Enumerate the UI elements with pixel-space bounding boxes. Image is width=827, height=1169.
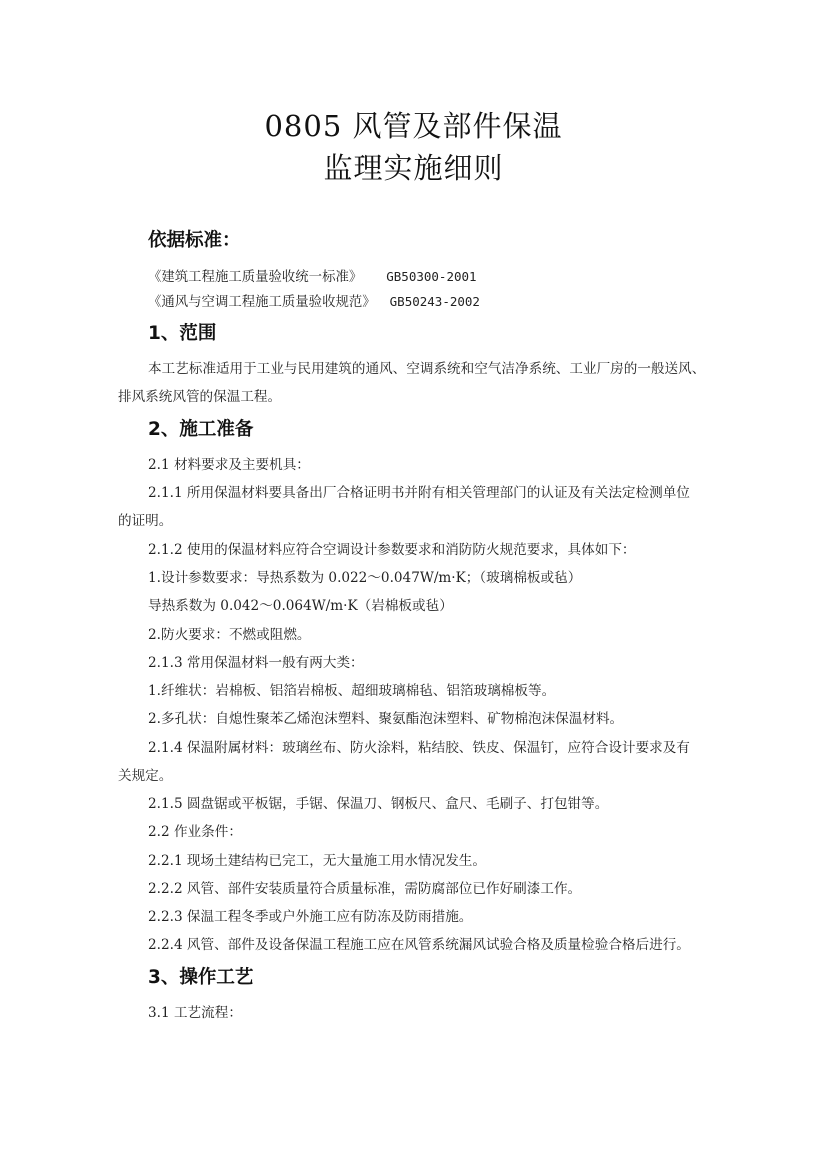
paragraph-line: 的证明。 bbox=[118, 513, 173, 529]
paragraph-line: 2.1.3 常用保温材料一般有两大类： bbox=[148, 655, 364, 671]
standard-code: GB50300-2001 bbox=[386, 269, 477, 284]
paragraph-line: 2.防火要求：不燃或阻燃。 bbox=[148, 627, 311, 643]
paragraph-line: 2.1.4 保温附属材料：玻璃丝布、防火涂料，粘结胶、铁皮、保温钉，应符合设计要求及有 bbox=[148, 740, 690, 756]
paragraph-line: 1.纤维状：岩棉板、铝箔岩棉板、超细玻璃棉毡、铝箔玻璃棉板等。 bbox=[148, 683, 556, 699]
standard-name: 《建筑工程施工质量验收统一标准》 bbox=[148, 270, 363, 285]
paragraph-line: 1.设计参数要求：导热系数为 0.022～0.047W/m·K；（玻璃棉板或毡） bbox=[148, 570, 582, 586]
paragraph-line: 2.2 作业条件： bbox=[148, 824, 242, 840]
paragraph-line: 3.1 工艺流程： bbox=[148, 1005, 242, 1021]
paragraph-line: 2.1 材料要求及主要机具： bbox=[148, 457, 310, 473]
standard-reference bbox=[148, 293, 480, 312]
paragraph-line: 2.1.1 所用保温材料要具备出厂合格证明书并附有相关管理部门的认证及有关法定检测单位 bbox=[148, 485, 690, 501]
document-title-line-1: 0805 风管及部件保温 bbox=[264, 109, 563, 143]
paragraph-line: 2.2.1 现场土建结构已完工，无大量施工用水情况发生。 bbox=[148, 853, 486, 869]
paragraph-line: 2.2.4 风管、部件及设备保温工程施工应在风管系统漏风试验合格及质量检验合格后进行。 bbox=[148, 937, 690, 953]
paragraph-line: 2.2.2 风管、部件安装质量符合质量标准，需防腐部位已作好刷漆工作。 bbox=[148, 881, 582, 897]
paragraph-line: 导热系数为 0.042～0.064W/m·K（岩棉板或毡） bbox=[148, 598, 453, 614]
paragraph-line: 2.多孔状：自熄性聚苯乙烯泡沫塑料、聚氨酯泡沫塑料、矿物棉泡沫保温材料。 bbox=[148, 711, 624, 727]
document-title-line-2: 监理实施细则 bbox=[323, 151, 504, 185]
standard-code: GB50243-2002 bbox=[389, 294, 480, 309]
paragraph-line: 本工艺标准适用于工业与民用建筑的通风、空调系统和空气洁净系统、工业厂房的一般送风、 bbox=[148, 361, 706, 377]
standard-reference bbox=[148, 268, 477, 287]
standard-name: 《通风与空调工程施工质量验收规范》 bbox=[148, 295, 376, 310]
paragraph-line: 排风系统风管的保温工程。 bbox=[118, 389, 282, 405]
section-3-heading: 3、操作工艺 bbox=[148, 967, 254, 988]
paragraph-line: 2.1.5 圆盘锯或平板锯，手锯、保温刀、钢板尺、盒尺、毛刷子、打包钳等。 bbox=[148, 796, 609, 812]
section-1-heading: 1、范围 bbox=[148, 323, 217, 344]
paragraph-line: 2.1.2 使用的保温材料应符合空调设计参数要求和消防防火规范要求，具体如下： bbox=[148, 542, 636, 558]
paragraph-line: 2.2.3 保温工程冬季或户外施工应有防冻及防雨措施。 bbox=[148, 909, 473, 925]
section-2-heading: 2、施工准备 bbox=[148, 419, 254, 440]
basis-heading: 依据标准： bbox=[148, 230, 241, 251]
paragraph-line: 关规定。 bbox=[118, 768, 173, 784]
